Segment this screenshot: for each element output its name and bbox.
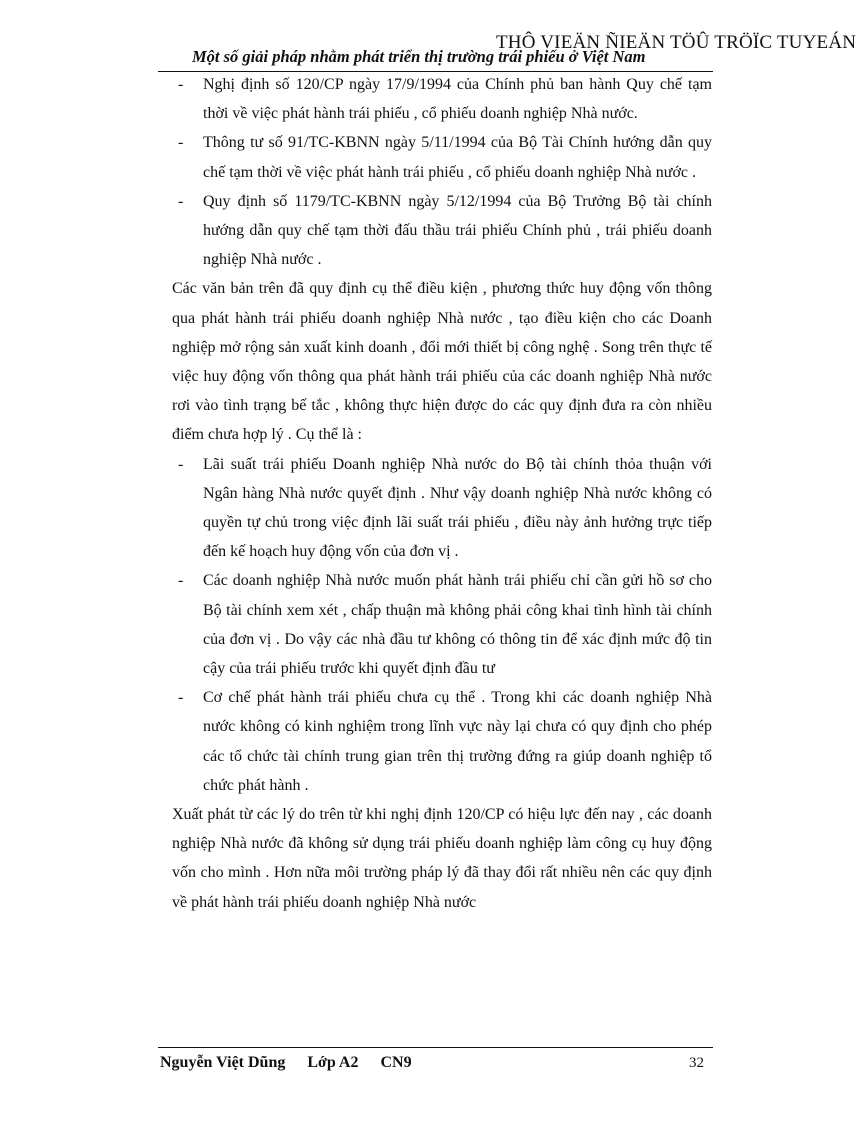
footer-class: Lớp A2 bbox=[307, 1054, 359, 1071]
bullet-dash: - bbox=[178, 192, 184, 210]
bullet-text: Nghị định số 120/CP ngày 17/9/1994 của Chính phủ ban hành Quy chế tạm thời về việc phát hành trái phiếu , cổ phiếu doanh nghiệp Nhà nước. bbox=[203, 76, 712, 123]
watermark-text: THÔ VIEÄN ÑIEÄN TÖÛ TRÖÏC TUYEÁN bbox=[496, 32, 856, 53]
bullet-text: Các doanh nghiệp Nhà nước muốn phát hành trái phiếu chỉ cần gửi hồ sơ cho Bộ tài chính xem xét , chấp thuận mà không phải công khai tình hình tài chính của đơn vị . Do vậy các nhà đầu tư không có thông tin để xác định mức độ tin cậy của trái phiếu trước khi quyết định đầu tư bbox=[203, 572, 712, 678]
paragraph: Các văn bản trên đã quy định cụ thể điều kiện , phương thức huy động vốn thông qua phát hành trái phiếu doanh nghiệp Nhà nước , tạo điều kiện cho các Doanh nghiệp mở rộng sản xuất kinh doanh , đổi mới thiết bị công nghệ . Song trên thực tế việc huy động vốn thông qua phát hành trái phiếu của các doanh nghiệp Nhà nước rơi vào tình trạng bế tắc , không thực hiện được do các quy định đưa ra còn nhiều điểm chưa hợp lý . Cụ thể là : bbox=[172, 280, 712, 444]
bullet-item bbox=[172, 450, 712, 567]
bullet-text: Lãi suất trái phiếu Doanh nghiệp Nhà nước do Bộ tài chính thỏa thuận với Ngân hàng Nhà nước quyết định . Như vậy doanh nghiệp Nhà nước không có quyền tự chủ trong việc định lãi suất trái phiếu , điều này ảnh hưởng trực tiếp đến kế hoạch huy động vốn của đơn vị . bbox=[203, 455, 712, 561]
running-header-title: Một số giải pháp nhằm phát triển thị trường trái phiếu ở Việt Nam bbox=[192, 47, 646, 66]
bullet-dash: - bbox=[178, 572, 184, 590]
bullet-item bbox=[172, 187, 712, 275]
bullet-dash: - bbox=[178, 689, 184, 707]
bullet-item bbox=[172, 70, 712, 128]
bullet-item bbox=[172, 128, 712, 186]
body-text bbox=[172, 70, 712, 917]
bullet-text: Quy định số 1179/TC-KBNN ngày 5/12/1994 của Bộ Trưởng Bộ tài chính hướng dẫn quy chế tạm thời đấu thầu trái phiếu Chính phủ , trái phiếu doanh nghiệp Nhà nước . bbox=[203, 192, 712, 269]
bullet-text: Cơ chế phát hành trái phiếu chưa cụ thể . Trong khi các doanh nghiệp Nhà nước không có kinh nghiệm trong lĩnh vực này lại chưa có quy định cho phép các tổ chức tài chính trung gian trên thị trường đứng ra giúp doanh nghiệp tổ chức phát hành . bbox=[203, 689, 712, 794]
footer-author-info bbox=[160, 1054, 412, 1072]
bullet-text: Thông tư số 91/TC-KBNN ngày 5/11/1994 của Bộ Tài Chính hướng dẫn quy chế tạm thời về việc phát hành trái phiếu , cổ phiếu doanh nghiệp Nhà nước . bbox=[203, 134, 712, 181]
paragraph: Xuất phát từ các lý do trên từ khi nghị định 120/CP có hiệu lực đến nay , các doanh nghiệp Nhà nước đã không sử dụng trái phiếu doanh nghiệp làm công cụ huy động vốn cho mình . Hơn nữa môi trường pháp lý đã thay đổi rất nhiều nên các quy định về phát hành trái phiếu doanh nghiệp Nhà nước bbox=[172, 806, 712, 911]
bullet-dash: - bbox=[178, 455, 184, 473]
page-number: 32 bbox=[689, 1055, 704, 1071]
bullet-dash: - bbox=[178, 76, 184, 93]
bullet-item bbox=[172, 683, 712, 800]
footer-author: Nguyễn Việt Dũng bbox=[160, 1054, 286, 1071]
footer-code: CN9 bbox=[380, 1054, 412, 1071]
bullet-item bbox=[172, 566, 712, 683]
bullet-dash: - bbox=[178, 134, 184, 152]
footer-divider bbox=[158, 1047, 713, 1048]
